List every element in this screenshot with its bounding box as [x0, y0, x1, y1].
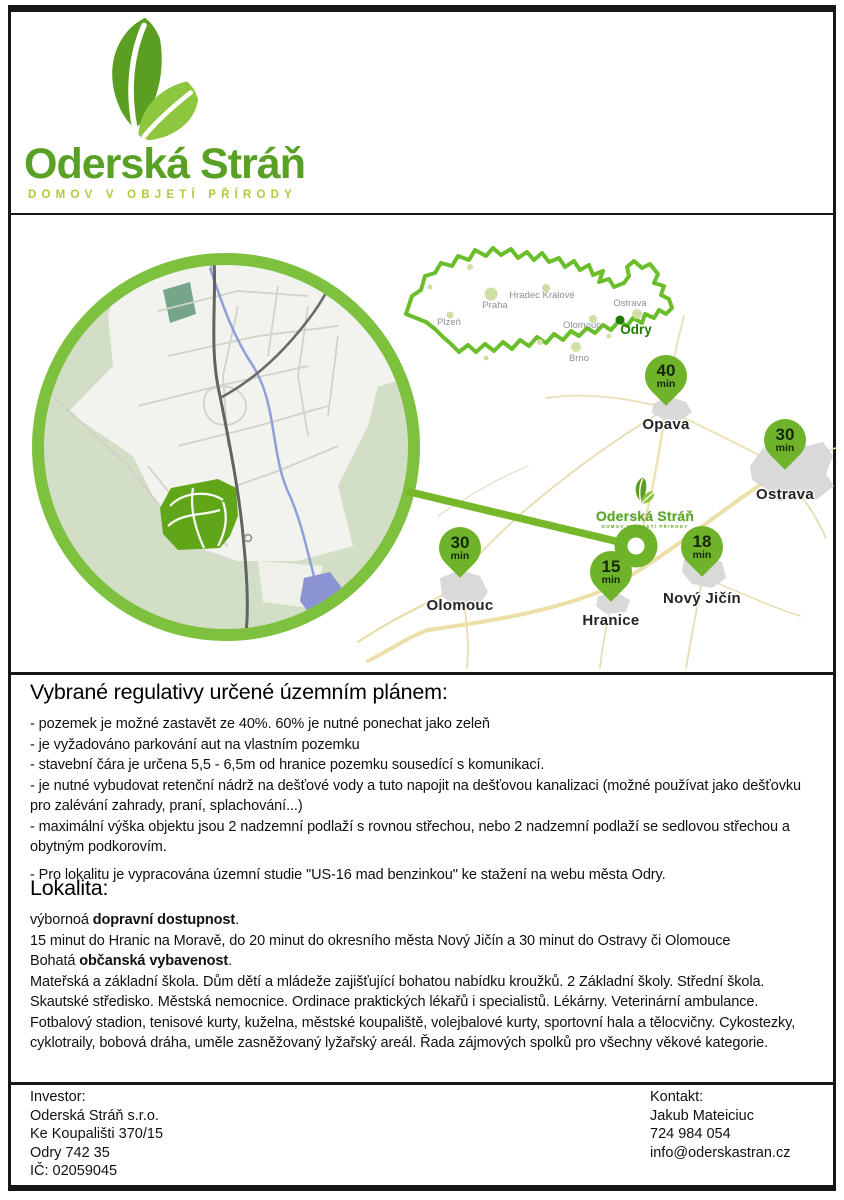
czech-city-hradec: Hradec Králové: [509, 290, 575, 301]
site-brand-title: Oderská Stráň: [595, 508, 695, 524]
pin-time: 30: [775, 425, 795, 444]
brand-leaf-icon: [92, 16, 224, 142]
contact-person: Jakub Mateiciuc: [650, 1107, 754, 1124]
investor-company: Oderská Stráň s.r.o.: [30, 1107, 159, 1124]
locality-section: [30, 876, 818, 1054]
locality-transport-line: [30, 910, 818, 931]
pin-city-label: Ostrava: [756, 486, 814, 503]
map-section: [8, 216, 836, 672]
investor-ico: IČ: 02059045: [30, 1163, 118, 1179]
transport-lead: výbornoá: [30, 912, 93, 928]
czech-city-ostrava: Ostrava: [613, 298, 647, 309]
czech-city-brno: Brno: [568, 353, 590, 364]
regulation-item: - je nutné vybudovat retenční nádrž na dešťové vody a tuto napojit na dešťovou kanalizaci (možné používat jako dešťovku pro zalévání zahrady, praní, splachování...): [30, 777, 801, 814]
regulation-item: - Pro lokalitu je vypracována územní studie "US-16 mad benzinkou" ke stažení na webu města Odry.: [30, 866, 666, 883]
pin-city-label: Opava: [642, 416, 690, 433]
pin-unit: min: [656, 378, 676, 390]
brand-tagline: DOMOV V OBJETÍ PŘÍRODY: [28, 189, 298, 201]
locality-description: Mateřská a základní škola. Dům dětí a mládeže zajišťující bohatou nabídku kroužků. 2 Základní školy. Střední škola. Skautské středisko. Městská nemocnice. Ordinace praktických lékařů i specialistů. Lékárny. Veterinární ambulance. Fotbalový stadion, tenisové kurty, kuželna, městské koupaliště, volejbalové kurty, sportovní hala a tělocvičny. Cykostezky, cyklotraily, bobová dráha, uměle zasněžovaný lyžařský areál. Řada zájmových spolků pro všechny věkové kategorie.: [30, 973, 796, 1051]
map-pin-icon: [430, 518, 489, 577]
regulations-title: Vybrané regulativy určené územním plánem:: [30, 680, 448, 704]
regulations-section: [30, 680, 818, 885]
site-leaf-icon: [632, 477, 659, 504]
pin-unit: min: [692, 549, 712, 561]
map-pin-icon: [672, 517, 731, 576]
pin-unit: min: [775, 442, 795, 454]
separator-footer: [11, 1082, 833, 1085]
amenities-tail: .: [228, 953, 233, 969]
investor-street: Ke Koupališti 370/15: [30, 1126, 164, 1142]
transport-bold: dopravní dostupnost: [92, 912, 236, 928]
locality-amenities-line: [30, 951, 818, 972]
regulation-item: - stavební čára je určena 5,5 - 6,5m od hranice pozemku sousedící s komunikací.: [30, 757, 545, 773]
separator-middle: [11, 672, 833, 675]
locality-title: Lokalita:: [30, 876, 109, 900]
map-pin-icon: [755, 410, 814, 469]
site-brand-marker: [575, 477, 715, 529]
footer-contact: [650, 1088, 790, 1162]
pin-unit: min: [601, 574, 621, 586]
transport-tail: .: [235, 912, 240, 928]
contact-label: Kontakt:: [650, 1089, 704, 1105]
contact-phone: 724 984 054: [650, 1126, 731, 1142]
pin-city-label: Hranice: [582, 612, 640, 629]
pin-time: 15: [601, 557, 621, 576]
pin-time: 30: [450, 533, 470, 552]
czech-city-odry-highlight: Odry: [620, 322, 652, 337]
pin-time: 40: [656, 361, 676, 380]
separator-top: [11, 213, 833, 215]
site-brand-tagline: DOMOV V OBJETÍ PŘÍRODY: [601, 524, 689, 529]
regulation-item: - pozemek je možné zastavět ze 40%. 60% je nutné ponechat jako zeleň: [30, 716, 490, 732]
footer-investor: [30, 1088, 163, 1181]
investor-city: Odry 742 35: [30, 1144, 110, 1161]
investor-label: Investor:: [30, 1089, 86, 1105]
czech-city-plzen: Plzeň: [437, 317, 461, 328]
pin-city-label: Nový Jičín: [662, 590, 742, 607]
brand-title: Oderská Stráň: [24, 140, 305, 188]
amenities-bold: občanská vybavenost: [79, 953, 229, 969]
czech-city-olomouc: Olomouc: [562, 320, 602, 331]
czech-city-praha: Praha: [482, 300, 508, 311]
pin-city-label: Olomouc: [426, 597, 494, 614]
regulation-item: - maximální výška objektu jsou 2 nadzemní podlaží s rovnou střechou, nebo 2 nadzemní podlaží se sedlovou střechou a obytným podkorovím.: [30, 818, 790, 855]
map-pin-icon: [636, 346, 695, 405]
pin-unit: min: [450, 550, 470, 562]
contact-email: info@oderskastran.cz: [650, 1144, 791, 1161]
amenities-lead: Bohatá: [30, 953, 80, 969]
pin-time: 18: [692, 532, 712, 551]
regulation-item: - je vyžadováno parkování aut na vlastním pozemku: [30, 736, 360, 753]
locality-transport-detail: 15 minut do Hranic na Moravě, do 20 minut do okresního města Nový Jičín a 30 minut do Ostravy či Olomouce: [30, 932, 731, 949]
